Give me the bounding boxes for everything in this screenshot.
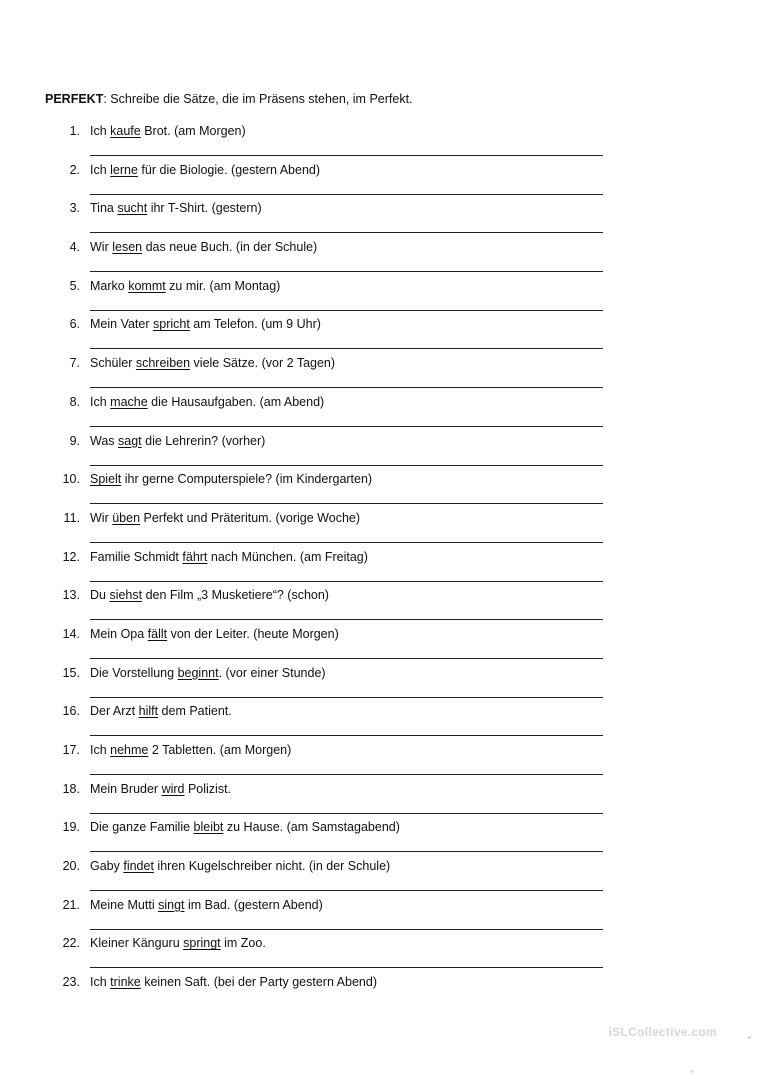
exercise-item <box>0 550 763 589</box>
sentence-end: Perfekt und Präteritum. (vorige Woche) <box>140 510 361 525</box>
sentence-end: 2 Tabletten. (am Morgen) <box>148 743 292 757</box>
underlined-verb: lesen <box>112 240 143 255</box>
underlined-verb: springt <box>183 936 221 951</box>
sentence-end: viele Sätze. (vor 2 Tagen) <box>190 356 336 371</box>
sentence-end: keinen Saft. (bei der Party gestern Abend) <box>140 975 377 990</box>
item-number: 15. <box>62 665 80 680</box>
underlined-verb: hilft <box>138 704 159 719</box>
exercise-item <box>0 201 763 240</box>
sentence-start: Ich <box>90 743 111 757</box>
answer-line[interactable] <box>90 929 603 930</box>
item-number: 8. <box>69 394 80 409</box>
answer-line[interactable] <box>90 465 603 466</box>
exercise-item <box>0 859 763 898</box>
sentence-start: Die ganze Familie <box>90 820 194 835</box>
exercise-list <box>0 124 763 1014</box>
item-sentence <box>90 550 368 564</box>
item-sentence <box>90 317 321 331</box>
item-sentence <box>90 395 324 409</box>
sentence-end: von der Leiter. (heute Morgen) <box>167 626 339 641</box>
item-number: 18. <box>62 781 80 796</box>
answer-line[interactable] <box>90 194 603 195</box>
exercise-item <box>0 279 763 318</box>
sentence-start: Familie Schmidt <box>90 549 183 564</box>
sentence-start: Du <box>90 588 110 603</box>
answer-line[interactable] <box>90 735 603 736</box>
answer-line[interactable] <box>90 426 603 427</box>
sentence-end: . (vor einer Stunde) <box>218 665 326 680</box>
answer-line[interactable] <box>90 387 603 388</box>
exercise-item <box>0 627 763 666</box>
item-number: 19. <box>62 820 80 835</box>
item-number: 3. <box>69 201 80 216</box>
sentence-start: Ich <box>90 124 111 138</box>
underlined-verb: üben <box>112 510 141 525</box>
item-sentence <box>90 666 326 680</box>
exercise-item <box>0 395 763 434</box>
item-number: 17. <box>62 743 80 757</box>
sentence-end: Polizist. <box>184 781 232 796</box>
sentence-start: Meine Mutti <box>90 897 159 912</box>
heading-instruction: : Schreibe die Sätze, die im Präsens stehen, im Perfekt. <box>103 92 413 106</box>
exercise-item <box>0 743 763 782</box>
item-number: 23. <box>62 975 80 990</box>
sentence-start: Schüler <box>90 356 136 371</box>
instruction-heading <box>45 92 413 106</box>
item-sentence <box>90 511 360 525</box>
item-number: 14. <box>62 626 80 641</box>
answer-line[interactable] <box>90 851 603 852</box>
watermark-dot <box>690 1070 693 1073</box>
sentence-end: ihr gerne Computerspiele? (im Kindergarten) <box>121 472 373 487</box>
exercise-item <box>0 240 763 279</box>
item-sentence <box>90 201 262 215</box>
answer-line[interactable] <box>90 232 603 233</box>
item-sentence <box>90 743 291 757</box>
sentence-start: Kleiner Känguru <box>90 936 184 951</box>
answer-line[interactable] <box>90 658 603 659</box>
underlined-verb: wird <box>161 781 185 796</box>
underlined-verb: fällt <box>147 626 168 641</box>
underlined-verb: Spielt <box>90 472 122 487</box>
item-sentence <box>90 782 231 796</box>
item-sentence <box>90 859 390 873</box>
sentence-end: für die Biologie. (gestern Abend) <box>137 162 321 177</box>
sentence-end: im Bad. (gestern Abend) <box>184 897 323 912</box>
item-number: 16. <box>62 704 80 719</box>
item-sentence <box>90 240 317 254</box>
sentence-end: dem Patient. <box>158 704 232 719</box>
sentence-start: Der Arzt <box>90 704 139 719</box>
underlined-verb: singt <box>158 897 185 912</box>
sentence-start: Mein Vater <box>90 317 153 332</box>
item-number: 1. <box>69 124 80 138</box>
answer-line[interactable] <box>90 310 603 311</box>
underlined-verb: lerne <box>110 162 138 177</box>
item-sentence <box>90 704 232 718</box>
underlined-verb: spricht <box>153 317 190 332</box>
answer-line[interactable] <box>90 619 603 620</box>
sentence-start: Tina <box>90 201 118 216</box>
item-number: 12. <box>62 549 80 564</box>
item-sentence <box>90 975 377 989</box>
sentence-end: ihr T-Shirt. (gestern) <box>147 201 262 216</box>
underlined-verb: beginnt <box>177 665 219 680</box>
item-sentence <box>90 434 265 448</box>
answer-line[interactable] <box>90 890 603 891</box>
sentence-end: Brot. (am Morgen) <box>140 124 246 138</box>
item-sentence <box>90 163 320 177</box>
item-number: 20. <box>62 859 80 874</box>
sentence-start: Mein Opa <box>90 626 148 641</box>
exercise-item <box>0 124 763 163</box>
underlined-verb: kaufe <box>110 124 141 138</box>
item-sentence <box>90 936 266 950</box>
item-sentence <box>90 356 335 370</box>
underlined-verb: nehme <box>110 743 149 757</box>
answer-line[interactable] <box>90 155 603 156</box>
item-number: 21. <box>62 897 80 912</box>
sentence-end: nach München. (am Freitag) <box>207 549 368 564</box>
sentence-start: Die Vorstellung <box>90 665 178 680</box>
sentence-end: den Film „3 Musketiere“? (schon) <box>142 588 329 603</box>
exercise-item <box>0 975 763 1014</box>
answer-line[interactable] <box>90 967 603 968</box>
item-number: 5. <box>69 278 80 293</box>
underlined-verb: mache <box>110 394 148 409</box>
exercise-item <box>0 782 763 821</box>
heading-label: PERFEKT <box>45 92 104 106</box>
answer-line[interactable] <box>90 813 603 814</box>
sentence-start: Marko <box>90 278 129 293</box>
sentence-end: die Lehrerin? (vorher) <box>141 433 266 448</box>
answer-line[interactable] <box>90 542 603 543</box>
sentence-start: Ich <box>90 162 111 177</box>
underlined-verb: fährt <box>182 549 208 564</box>
item-number: 7. <box>69 356 80 371</box>
sentence-end: die Hausaufgaben. (am Abend) <box>147 394 325 409</box>
sentence-start: Wir <box>90 240 113 255</box>
item-number: 2. <box>69 162 80 177</box>
watermark-dot <box>748 1036 751 1039</box>
sentence-start: Ich <box>90 394 111 409</box>
underlined-verb: kommt <box>128 278 166 293</box>
exercise-item <box>0 163 763 202</box>
item-number: 11. <box>63 510 80 525</box>
sentence-end: im Zoo. <box>220 936 266 951</box>
item-number: 13. <box>62 588 80 603</box>
item-number: 9. <box>69 433 80 448</box>
exercise-item <box>0 704 763 743</box>
exercise-item <box>0 356 763 395</box>
underlined-verb: schreiben <box>135 356 191 371</box>
answer-line[interactable] <box>90 503 603 504</box>
exercise-item <box>0 317 763 356</box>
item-sentence <box>90 898 323 912</box>
underlined-verb: findet <box>123 859 154 874</box>
underlined-verb: sagt <box>118 433 142 448</box>
answer-line[interactable] <box>90 581 603 582</box>
exercise-item <box>0 434 763 473</box>
exercise-item <box>0 588 763 627</box>
underlined-verb: bleibt <box>193 820 224 835</box>
item-sentence <box>90 472 372 486</box>
sentence-start: Was <box>90 433 119 448</box>
sentence-end: zu Hause. (am Samstagabend) <box>223 820 400 835</box>
item-number: 6. <box>69 317 80 332</box>
item-sentence <box>90 124 246 138</box>
item-sentence <box>90 279 280 293</box>
sentence-start: Mein Bruder <box>90 781 162 796</box>
answer-line[interactable] <box>90 774 603 775</box>
sentence-start: Ich <box>90 975 111 990</box>
answer-line[interactable] <box>90 271 603 272</box>
watermark: iSLCollective.com <box>608 1025 717 1039</box>
item-sentence <box>90 588 329 602</box>
sentence-end: das neue Buch. (in der Schule) <box>142 240 318 255</box>
exercise-item <box>0 898 763 937</box>
item-number: 4. <box>69 240 80 255</box>
sentence-end: zu mir. (am Montag) <box>165 278 281 293</box>
item-sentence <box>90 627 339 641</box>
underlined-verb: sucht <box>117 201 148 216</box>
answer-line[interactable] <box>90 348 603 349</box>
underlined-verb: siehst <box>109 588 143 603</box>
exercise-item <box>0 820 763 859</box>
exercise-item <box>0 666 763 705</box>
sentence-end: am Telefon. (um 9 Uhr) <box>189 317 321 332</box>
underlined-verb: trinke <box>110 975 141 990</box>
item-sentence <box>90 820 400 834</box>
item-number: 10. <box>62 472 80 487</box>
exercise-item <box>0 472 763 511</box>
item-number: 22. <box>62 936 80 951</box>
answer-line[interactable] <box>90 697 603 698</box>
exercise-item <box>0 511 763 550</box>
sentence-start: Wir <box>90 510 113 525</box>
sentence-end: ihren Kugelschreiber nicht. (in der Schule) <box>153 859 391 874</box>
sentence-start: Gaby <box>90 859 124 874</box>
exercise-item <box>0 936 763 975</box>
